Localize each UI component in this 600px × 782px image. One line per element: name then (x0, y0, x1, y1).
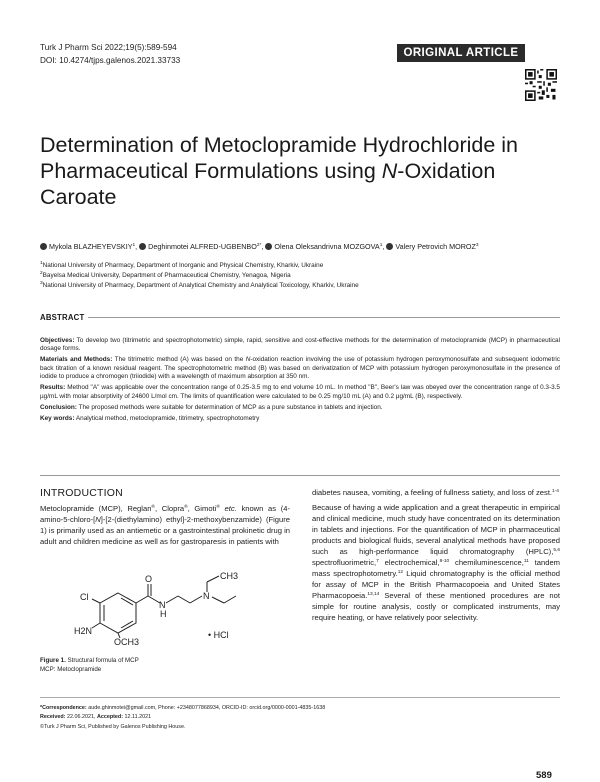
atom-label: O (145, 574, 153, 584)
dates: Received: 22.06.2021, Accepted: 12.11.2021 (40, 714, 152, 721)
author: Mykola BLAZHEYEVSKIY$^1$, (40, 242, 139, 251)
section-heading: INTRODUCTION (40, 487, 123, 499)
atom-label: H2N (74, 626, 93, 636)
paragraph: Because of having a wide application and a great therapeutic in empirical and clinical medicine, much study have concentrated on its determination in tablets and injections. For the quantification of MCP in pharmaceutical products and biological fluids, several analytical methods have proposed such as high-performance liquid chromatography (HPLC),$^{5,6}$ spectrofluorimetric,$^7$ electrochemical,$^{8-10}$ chemiluminescence,$^{11}$ tandem mass spectrophotometry.$^{12}$ Liquid chromatography is the official method for assay of MCP in the British Pharmacopoeia and United States Pharmacopoeia.$^{13,14}$ Several of these mentioned procedures are not simple for routine analysis, costly or complicated instruments, may require heating, or have relatively poor selectivity. (312, 503, 560, 622)
atom-label: OCH3 (114, 637, 140, 647)
atom-label: Cl (80, 592, 89, 602)
abstract-body (40, 337, 560, 426)
orcid-icon[interactable] (386, 243, 393, 250)
figure-abbreviation: MCP: Metoclopramide (40, 666, 102, 673)
figure-caption: Figure 1. Structural formula of MCP MCP: Metoclopramide (40, 657, 139, 673)
atom-label: H (160, 609, 167, 619)
intro-column-2 (312, 487, 560, 627)
orcid-icon[interactable] (40, 243, 47, 250)
footer (40, 704, 510, 732)
atom-label: N (159, 600, 166, 610)
orcid-icon[interactable] (139, 243, 146, 250)
abstract-results: Results: Method "A" was applicable over the concentration range of 0.25-3.5 mg to end volume 10 mL. In method "B", Beer's law was obeyed over the concentration range of 0.3-3.5 µg/mL with molar absorptivity of 24600 L/mol cm. The limits of quantification were calculated to be 0.25 mg/10 mL (A) and 0.2 µg/mL (B), respectively. (40, 384, 560, 400)
atom-label: CH3 (220, 572, 239, 581)
divider (40, 475, 560, 476)
abstract-objectives: Objectives: To develop two (titrimetric and spectrophotometric) simple, rapid, sensitive and cost-effective methods for the determination of metoclopramide (MCP) in pharmaceutical dosage forms. (40, 337, 560, 353)
abstract-conclusion: Conclusion: The proposed methods were suitable for determination of MCP as a pure substance in tablets and injection. (40, 403, 383, 411)
affiliation: $^1$National University of Pharmacy, Department of Inorganic and Physical Chemistry, Kharkiv, Ukraine (40, 261, 324, 269)
abstract-methods: Materials and Methods: The titrimetric method (A) was based on the N-oxidation reaction involving the use of potassium hydrogen peroxymonosulfate and subsequent iodometric back titration of a known residual reagent. The spectrophotometric method (B) was based on derivatization of MCP with potassium hydrogen peroxymonosulfate in the presence of iodide to produce a chromogen (triiodide) with a wavelength of maximum absorption at 350 nm. (40, 356, 560, 381)
affiliation: $^2$Bayelsa Medical University, Department of Pharmaceutical Chemistry, Yenagoa, Nigeria (40, 271, 291, 279)
orcid-icon[interactable] (265, 243, 272, 250)
affiliation: $^3$National University of Pharmacy, Department of Analytical Chemistry and Analytical Toxicology, Kharkiv, Ukraine (40, 281, 359, 289)
affiliation-list (40, 261, 560, 291)
divider (40, 317, 560, 318)
author: Olena Oleksandrivna MOZGOVA$^1$, (265, 242, 386, 251)
structural-formula (70, 572, 270, 652)
article-type-badge: ORIGINAL ARTICLE (397, 44, 525, 62)
abstract-keywords: Key words: Analytical method, metoclopramide, titrimetry, spectrophotometry (40, 414, 260, 422)
correspondence: *Correspondence: aude.ghinmotei@gmail.com, Phone: +2348077868934, ORCID-ID: orcid.org/0000-0001-4835-1638 (40, 705, 326, 711)
qr-code-icon[interactable] (525, 69, 557, 101)
abstract-heading: ABSTRACT (40, 313, 560, 325)
intro-paragraph: Metoclopramide (MCP), Reglan®, Clopra®, Gimoti® etc. known as (4-amino-5-chloro-[N]-[2-(diethylamino) ethyl]-2-methoxybenzamide) (Figure 1) is primarily used as an antiemetic or a gastrointestinal prokinetic drug in adult and children medicine as well as for gastroparesis in patients with (40, 504, 290, 546)
doi[interactable]: DOI: 10.4274/tjps.galenos.2021.33733 (40, 55, 181, 65)
author: Deghinmotei ALFRED-$UGBENBO^{2*}$, (139, 242, 265, 251)
copyright: ©Turk J Pharm Sci, Published by Galenos Publishing House. (40, 723, 186, 730)
author-list (40, 242, 560, 252)
journal-citation: Turk J Pharm Sci 2022;19(5):589-594 (40, 43, 177, 52)
page-number: 589 (536, 770, 552, 781)
citation-block (40, 42, 180, 67)
salt-label: • HCl (208, 630, 229, 640)
divider (40, 697, 560, 698)
article-title: Determination of Metoclopramide Hydrochloride in Pharmaceutical Formulations using N-Oxidation Caroate (40, 133, 518, 209)
paragraph: diabetes nausea, vomiting, a feeling of fullness satiety, and loss of zest.$^{1-4}$ (312, 488, 559, 497)
atom-label: N (203, 591, 210, 601)
author: Valery Petrovich MOROZ$^3$ (386, 242, 478, 251)
